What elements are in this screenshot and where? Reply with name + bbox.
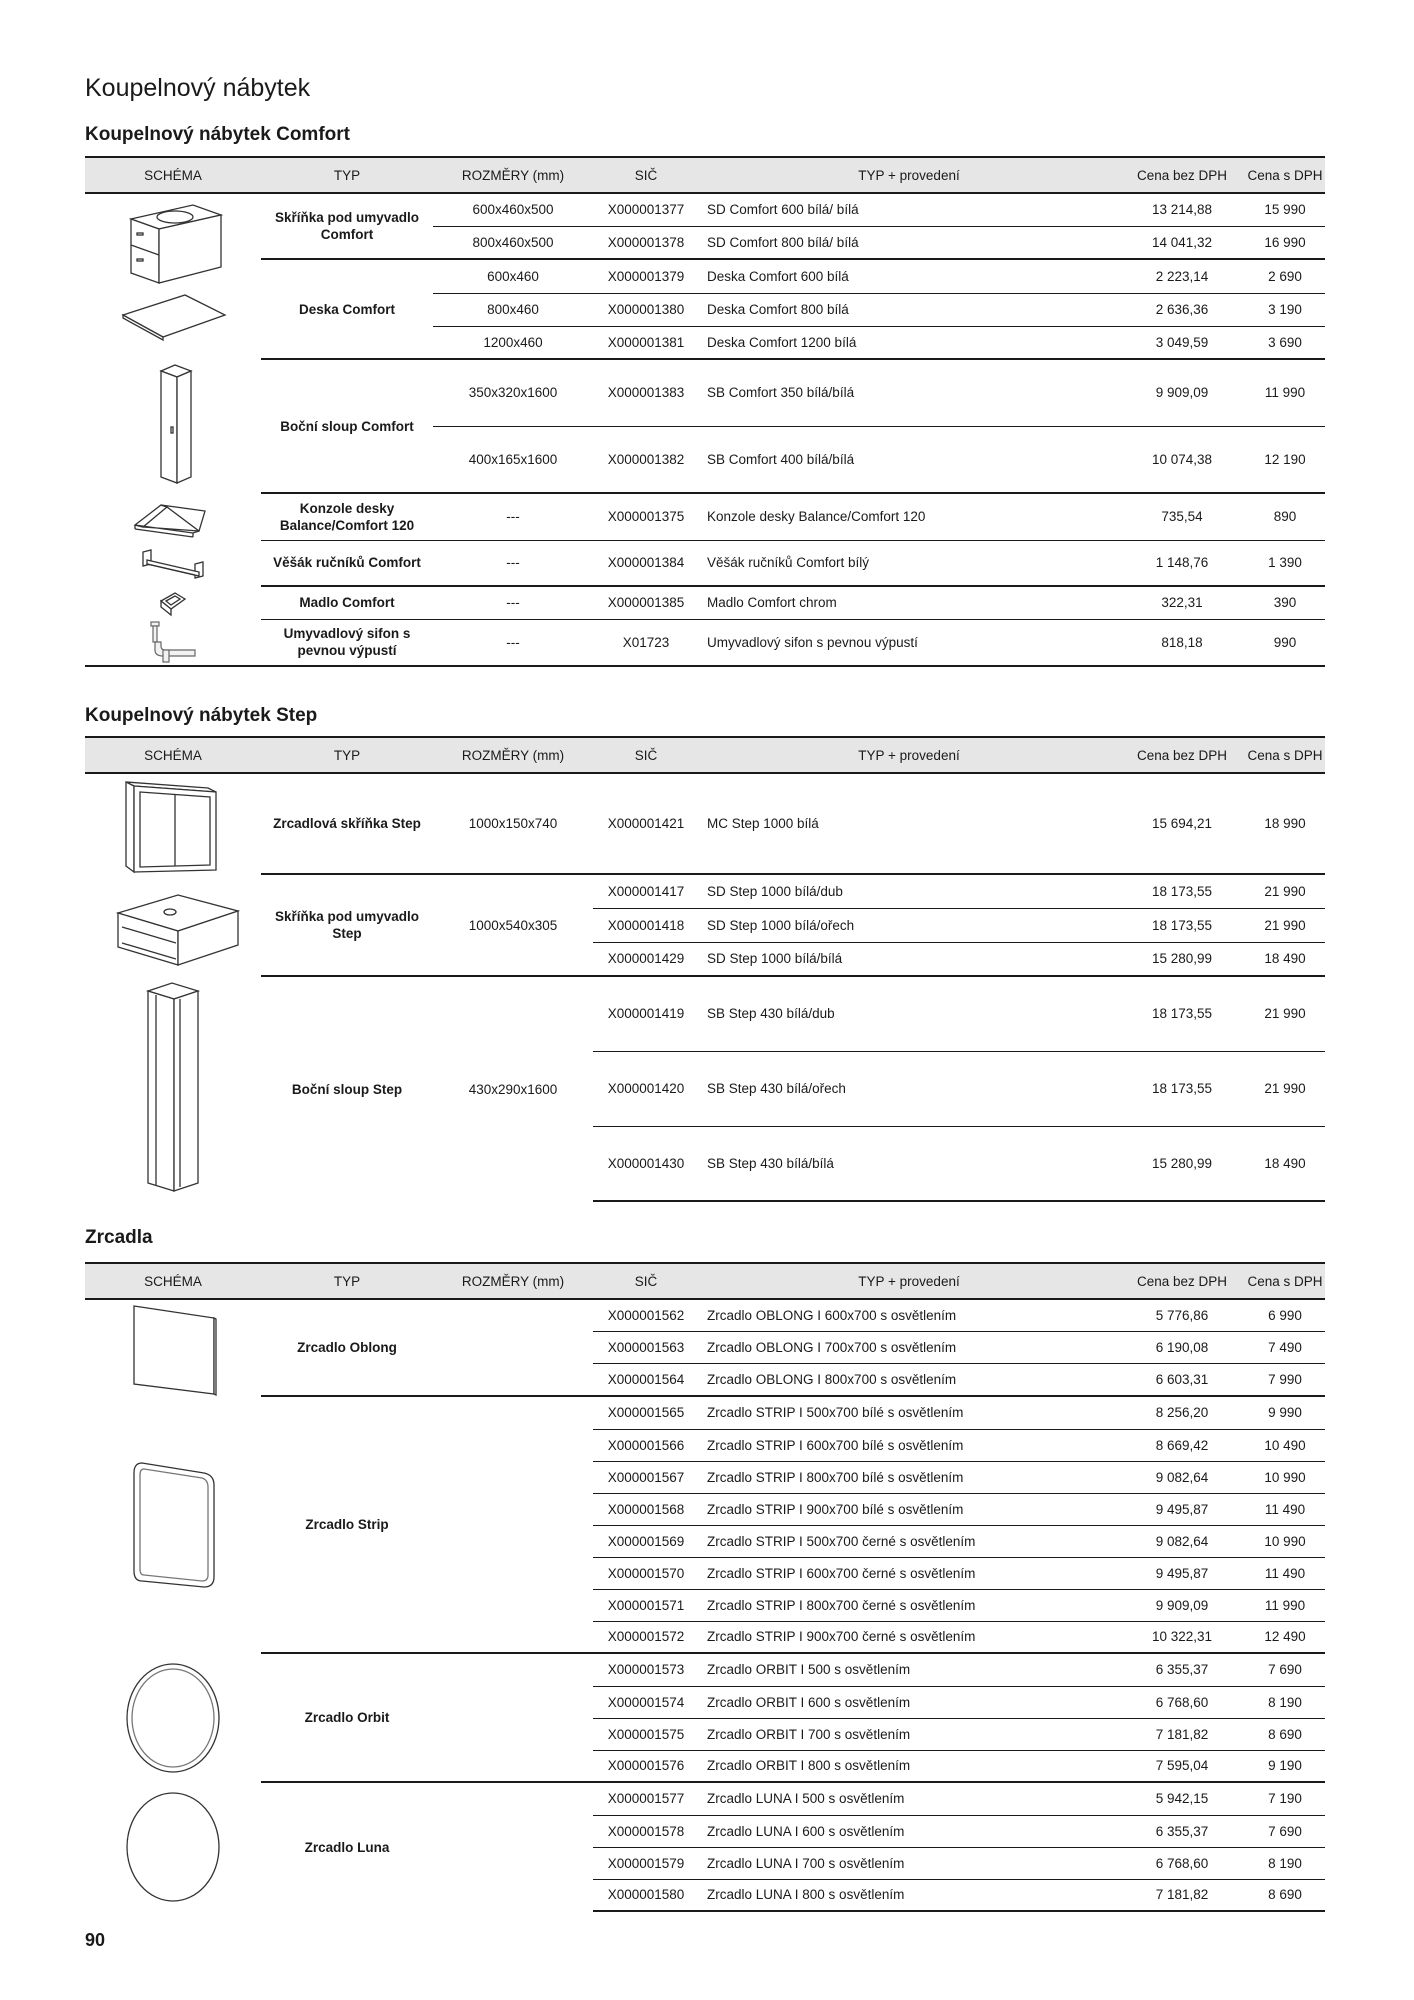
price-net-cell: 2 223,14 [1119,259,1245,293]
sic-cell: X000001385 [593,586,699,619]
col-price-net: Cena bez DPH [1119,157,1245,193]
price-net-cell: 18 173,55 [1119,908,1245,942]
dims-cell: 1000x150x740 [468,816,558,831]
dims-cell-empty [433,1653,593,1782]
price-net-cell: 8 256,20 [1119,1396,1245,1429]
typ-cell: Konzole desky Balance/Comfort 120 [261,493,433,540]
price-net-cell: 8 669,42 [1119,1429,1245,1461]
sic-cell: X000001567 [593,1461,699,1493]
col-typ: TYP [261,157,433,193]
typ-cell: Madlo Comfort [261,586,433,619]
col-price-gross: Cena s DPH [1245,1263,1325,1299]
table-row [85,874,1325,908]
price-gross-cell: 11 490 [1245,1557,1325,1589]
name-cell: Zrcadlo STRIP I 800x700 bílé s osvětlením [699,1461,1119,1493]
price-gross-cell: 11 490 [1245,1493,1325,1525]
sic-cell: X000001379 [593,259,699,293]
price-gross-cell: 6 990 [1268,1307,1302,1323]
name-cell: Zrcadlo ORBIT I 600 s osvětlením [699,1686,1119,1718]
mirror-cabinet-drawing [108,774,238,874]
price-gross-cell: 18 990 [1264,816,1306,831]
name-cell: SB Step 430 bílá/ořech [699,1051,1119,1126]
side-column-drawing [143,361,203,491]
typ-cell: Skříňka pod umyvadlo Comfort [274,210,420,242]
page-number: 90 [85,1930,106,1950]
schema-towel-rail [85,540,261,586]
price-net-cell: 2 636,36 [1119,293,1245,326]
sic-cell: X000001569 [593,1525,699,1557]
schema-console [85,493,261,540]
schema-side-column [85,359,261,493]
price-net-cell: 322,31 [1119,586,1245,619]
table-row [85,1653,1325,1686]
name-cell: Zrcadlo STRIP I 500x700 bílé s osvětlením [699,1396,1119,1429]
sic-cell: X000001565 [593,1396,699,1429]
sic-cell: X000001421 [607,816,685,831]
typ-cell: Boční sloup Step [261,976,433,1201]
sic-cell: X000001572 [593,1621,699,1653]
dims-cell: 350x320x1600 [433,359,593,426]
price-net-cell: 9 909,09 [1119,1589,1245,1621]
schema-mirror-strip [85,1396,261,1653]
col-dims: ROZMĚRY (mm) [433,737,593,773]
strip-mirror-drawing [118,1455,228,1595]
price-gross-cell: 18 490 [1245,1126,1325,1201]
side-column-step-drawing [128,979,218,1199]
table-row [85,619,1325,666]
dims-cell: --- [433,619,593,666]
price-net-cell: 10 322,31 [1119,1621,1245,1653]
sic-cell: X000001563 [593,1331,699,1363]
typ-cell: Zrcadlo Orbit [261,1653,433,1782]
dims-cell: 800x460 [433,293,593,326]
price-net-cell: 6 355,37 [1119,1815,1245,1847]
sic-cell: X000001576 [593,1750,699,1782]
sic-cell: X000001420 [593,1051,699,1126]
price-gross-cell: 890 [1245,493,1325,540]
price-gross-cell: 10 990 [1245,1461,1325,1493]
name-cell: Zrcadlo ORBIT I 700 s osvětlením [699,1718,1119,1750]
price-gross-cell: 3 690 [1245,326,1325,359]
col-schema: SCHÉMA [85,737,261,773]
console-drawing [123,495,223,539]
col-name: TYP + provedení [699,737,1119,773]
price-gross-cell: 7 190 [1245,1782,1325,1815]
price-gross-cell: 12 490 [1245,1621,1325,1653]
price-net-cell: 15 280,99 [1119,1126,1245,1201]
sic-cell: X000001571 [593,1589,699,1621]
typ-cell: Zrcadlo Oblong [297,1340,397,1355]
price-gross-cell: 11 990 [1245,1589,1325,1621]
sic-cell: X000001564 [593,1364,699,1396]
name-cell: SD Step 1000 bílá/ořech [699,908,1119,942]
name-cell: Konzole desky Balance/Comfort 120 [699,493,1119,540]
price-net-cell: 15 280,99 [1119,942,1245,976]
schema-mirror-oblong [85,1299,261,1396]
name-cell: Zrcadlo STRIP I 800x700 černé s osvětlením [699,1589,1119,1621]
name-cell: SD Comfort 600 bílá/ bílá [707,202,859,218]
price-net-cell: 6 190,08 [1119,1331,1245,1363]
name-cell: MC Step 1000 bílá [707,816,819,831]
typ-cell: Boční sloup Comfort [261,359,433,493]
price-net-cell: 9 909,09 [1119,359,1245,426]
price-net-cell: 9 495,87 [1119,1493,1245,1525]
price-gross-cell: 15 990 [1264,202,1306,218]
price-net-cell: 7 181,82 [1119,1718,1245,1750]
dims-cell: --- [433,493,593,540]
col-name: TYP + provedení [699,1263,1119,1299]
name-cell: Zrcadlo STRIP I 900x700 bílé s osvětlením [699,1493,1119,1525]
name-cell: Deska Comfort 800 bílá [699,293,1119,326]
name-cell: Zrcadlo STRIP I 900x700 černé s osvětlením [699,1621,1119,1653]
sic-cell: X000001575 [593,1718,699,1750]
name-cell: SB Comfort 350 bílá/bílá [699,359,1119,426]
name-cell: Zrcadlo OBLONG I 800x700 s osvětlením [699,1364,1119,1396]
dims-cell: --- [433,586,593,619]
name-cell: Zrcadlo ORBIT I 500 s osvětlením [699,1653,1119,1686]
dims-cell: 1200x460 [433,326,593,359]
col-name: TYP + provedení [699,157,1119,193]
name-cell: Zrcadlo LUNA I 800 s osvětlením [699,1879,1119,1911]
table-row [85,1782,1325,1815]
sic-cell: X000001417 [593,874,699,908]
table-row [85,493,1325,540]
name-cell: SB Step 430 bílá/bílá [699,1126,1119,1201]
table-header [85,1263,1325,1299]
vanity-step-drawing [98,877,248,973]
schema-mirror-orbit [85,1653,261,1782]
dims-cell: 600x460 [433,259,593,293]
table-row [85,193,1325,226]
price-net-cell: 15 694,21 [1151,816,1213,831]
sic-cell: X000001380 [593,293,699,326]
luna-mirror-drawing [118,1785,228,1909]
table-header [85,737,1325,773]
col-dims: ROZMĚRY (mm) [433,157,593,193]
price-net-cell: 18 173,55 [1119,874,1245,908]
typ-cell: Deska Comfort [261,259,433,359]
price-gross-cell: 7 490 [1245,1331,1325,1363]
price-net-cell: 14 041,32 [1119,226,1245,259]
col-typ: TYP [261,737,433,773]
price-net-cell: 5 776,86 [1155,1307,1209,1323]
cabinet-and-desk-drawing [113,197,233,357]
name-cell: SD Step 1000 bílá/dub [699,874,1119,908]
sic-cell: X000001375 [593,493,699,540]
name-cell: Zrcadlo ORBIT I 800 s osvětlením [699,1750,1119,1782]
price-gross-cell: 2 690 [1245,259,1325,293]
schema-siphon [85,619,261,666]
name-cell: Zrcadlo LUNA I 500 s osvětlením [699,1782,1119,1815]
price-gross-cell: 8 190 [1245,1847,1325,1879]
price-net-cell: 1 148,76 [1119,540,1245,586]
price-net-cell: 3 049,59 [1119,326,1245,359]
price-gross-cell: 9 190 [1245,1750,1325,1782]
price-gross-cell: 11 990 [1245,359,1325,426]
price-net-cell: 18 173,55 [1119,1051,1245,1126]
sic-cell: X000001573 [593,1653,699,1686]
name-cell: Umyvadlový sifon s pevnou výpustí [699,619,1119,666]
price-gross-cell: 7 990 [1245,1364,1325,1396]
page-title: Koupelnový nábytek [85,74,311,102]
schema-mirror-luna [85,1782,261,1911]
typ-cell: Zrcadlo Strip [261,1396,433,1653]
price-gross-cell: 21 990 [1245,1051,1325,1126]
price-net-cell: 10 074,38 [1119,426,1245,493]
table-row [85,359,1325,426]
step-table [85,736,1325,1202]
table-header [85,157,1325,193]
typ-cell: Umyvadlový sifon s pevnou výpustí [261,619,433,666]
table-row [85,586,1325,619]
price-net-cell: 9 082,64 [1119,1461,1245,1493]
col-schema: SCHÉMA [85,157,261,193]
price-net-cell: 6 355,37 [1119,1653,1245,1686]
price-net-cell: 6 768,60 [1119,1847,1245,1879]
sic-cell: X000001577 [593,1782,699,1815]
name-cell: Zrcadlo STRIP I 500x700 černé s osvětlením [699,1525,1119,1557]
price-gross-cell: 990 [1245,619,1325,666]
name-cell: Zrcadlo LUNA I 700 s osvětlením [699,1847,1119,1879]
col-dims: ROZMĚRY (mm) [433,1263,593,1299]
orbit-mirror-drawing [118,1656,228,1780]
table-row [85,259,1325,293]
price-gross-cell: 3 190 [1245,293,1325,326]
col-price-net: Cena bez DPH [1119,1263,1245,1299]
price-net-cell: 735,54 [1119,493,1245,540]
dims-cell: 800x460x500 [433,226,593,259]
col-sic: SIČ [593,1263,699,1299]
sic-cell: X000001570 [593,1557,699,1589]
price-gross-cell: 9 990 [1245,1396,1325,1429]
comfort-table [85,156,1325,667]
name-cell: Madlo Comfort chrom [699,586,1119,619]
sic-cell: X000001377 [607,202,685,218]
sic-cell: X000001566 [593,1429,699,1461]
table-row [85,540,1325,586]
name-cell: Věšák ručníků Comfort bílý [699,540,1119,586]
price-net-cell: 9 495,87 [1119,1557,1245,1589]
price-net-cell: 818,18 [1119,619,1245,666]
typ-cell: Skříňka pod umyvadlo Step [261,874,433,976]
price-net-cell: 5 942,15 [1119,1782,1245,1815]
col-price-gross: Cena s DPH [1245,157,1325,193]
price-net-cell: 9 082,64 [1119,1525,1245,1557]
name-cell: Deska Comfort 600 bílá [699,259,1119,293]
sic-cell: X000001430 [593,1126,699,1201]
name-cell: SD Step 1000 bílá/bílá [699,942,1119,976]
sic-cell: X000001562 [607,1307,685,1323]
price-net-cell: 7 595,04 [1119,1750,1245,1782]
price-net-cell: 6 603,31 [1119,1364,1245,1396]
sic-cell: X000001419 [593,976,699,1051]
sic-cell: X000001578 [593,1815,699,1847]
name-cell: Zrcadlo OBLONG I 600x700 s osvětlením [707,1307,957,1323]
schema-cabinet-desk [85,193,261,359]
sic-cell: X000001429 [593,942,699,976]
price-net-cell: 18 173,55 [1119,976,1245,1051]
typ-cell: Věšák ručníků Comfort [261,540,433,586]
price-gross-cell: 1 390 [1245,540,1325,586]
sic-cell: X000001384 [593,540,699,586]
name-cell: Zrcadlo STRIP I 600x700 černé s osvětlením [699,1557,1119,1589]
price-gross-cell: 16 990 [1245,226,1325,259]
schema-mirror-cabinet [85,773,261,874]
dims-cell-empty [433,1396,593,1653]
price-gross-cell: 8 690 [1245,1879,1325,1911]
price-gross-cell: 21 990 [1245,908,1325,942]
towel-rail-drawing [123,542,223,584]
handle-drawing [153,587,193,619]
siphon-drawing [143,620,203,664]
price-gross-cell: 10 490 [1245,1429,1325,1461]
sic-cell: X000001579 [593,1847,699,1879]
table-row [85,976,1325,1051]
schema-vanity-step [85,874,261,976]
name-cell: SB Comfort 400 bílá/bílá [699,426,1119,493]
typ-cell: Zrcadlová skříňka Step [273,816,421,831]
table-row [85,1299,1325,1331]
price-gross-cell: 18 490 [1245,942,1325,976]
name-cell: SD Comfort 800 bílá/ bílá [699,226,1119,259]
col-sic: SIČ [593,737,699,773]
sic-cell: X01723 [593,619,699,666]
section-title-step: Koupelnový nábytek Step [85,705,318,726]
dims-cell-empty [433,1299,593,1396]
price-net-cell: 7 181,82 [1119,1879,1245,1911]
price-gross-cell: 8 190 [1245,1686,1325,1718]
dims-cell: --- [433,540,593,586]
schema-handle [85,586,261,619]
sic-cell: X000001381 [593,326,699,359]
sic-cell: X000001418 [593,908,699,942]
name-cell: Zrcadlo STRIP I 600x700 bílé s osvětlením [699,1429,1119,1461]
dims-cell: 430x290x1600 [433,976,593,1201]
sic-cell: X000001574 [593,1686,699,1718]
price-gross-cell: 390 [1245,586,1325,619]
col-price-gross: Cena s DPH [1245,737,1325,773]
price-gross-cell: 21 990 [1245,976,1325,1051]
col-price-net: Cena bez DPH [1119,737,1245,773]
price-gross-cell: 10 990 [1245,1525,1325,1557]
dims-cell: 1000x540x305 [433,874,593,976]
schema-side-column-step [85,976,261,1201]
col-sic: SIČ [593,157,699,193]
sic-cell: X000001378 [593,226,699,259]
price-gross-cell: 7 690 [1245,1815,1325,1847]
dims-cell: 400x165x1600 [433,426,593,493]
section-title-comfort: Koupelnový nábytek Comfort [85,124,350,145]
section-title-mirrors: Zrcadla [85,1227,153,1248]
sic-cell: X000001383 [593,359,699,426]
price-gross-cell: 12 190 [1245,426,1325,493]
name-cell: Zrcadlo OBLONG I 700x700 s osvětlením [699,1331,1119,1363]
col-schema: SCHÉMA [85,1263,261,1299]
oblong-mirror-drawing [118,1300,228,1396]
dims-cell-empty [433,1782,593,1911]
name-cell: Zrcadlo LUNA I 600 s osvětlením [699,1815,1119,1847]
sic-cell: X000001580 [593,1879,699,1911]
name-cell: SB Step 430 bílá/dub [699,976,1119,1051]
price-net-cell: 6 768,60 [1119,1686,1245,1718]
mirrors-table [85,1262,1325,1912]
sic-cell: X000001568 [593,1493,699,1525]
price-gross-cell: 7 690 [1245,1653,1325,1686]
table-row [85,1396,1325,1429]
col-typ: TYP [261,1263,433,1299]
typ-cell: Zrcadlo Luna [261,1782,433,1911]
sic-cell: X000001382 [593,426,699,493]
table-row [85,773,1325,874]
name-cell: Deska Comfort 1200 bílá [699,326,1119,359]
price-gross-cell: 8 690 [1245,1718,1325,1750]
dims-cell: 600x460x500 [472,202,554,218]
price-net-cell: 13 214,88 [1151,202,1213,218]
price-gross-cell: 21 990 [1245,874,1325,908]
